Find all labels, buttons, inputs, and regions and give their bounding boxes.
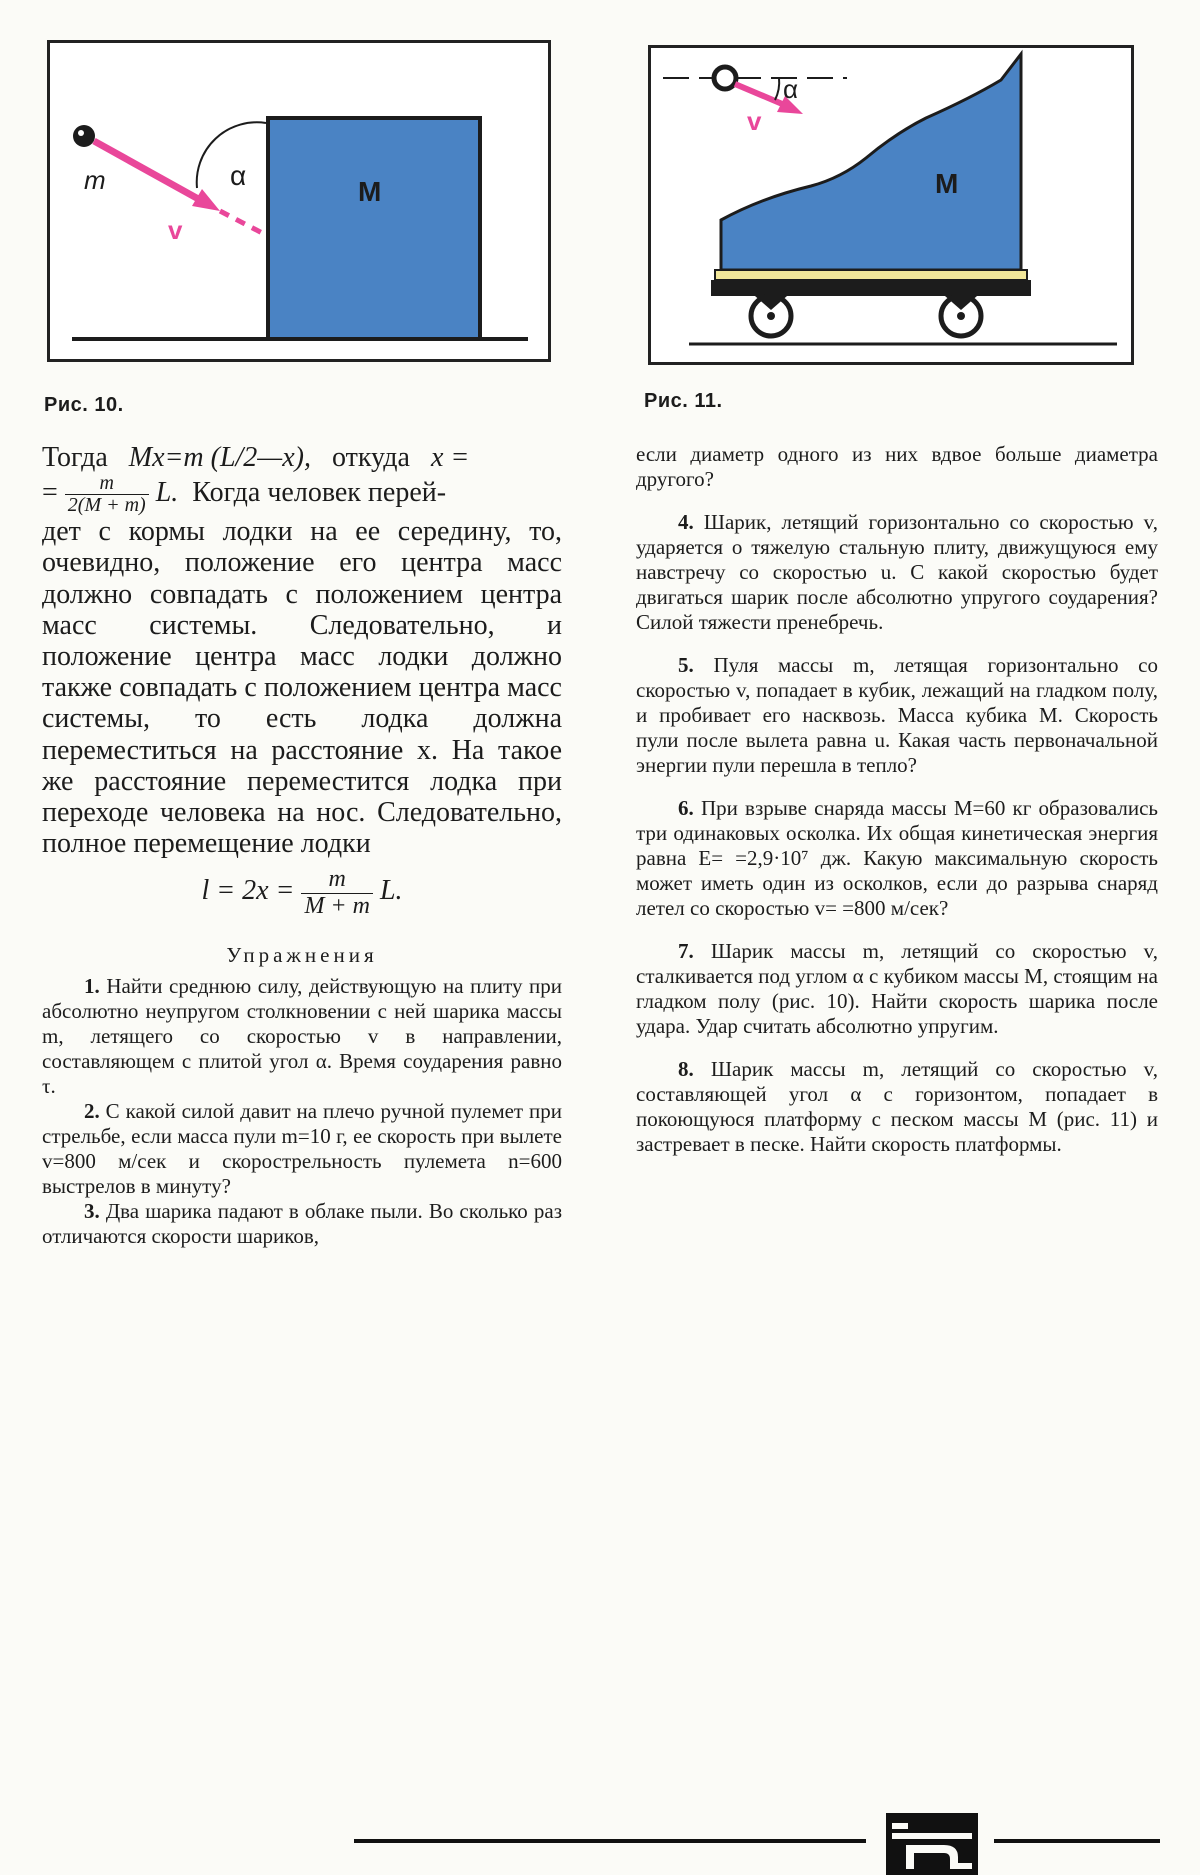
exercise-7	[636, 939, 1158, 1039]
figure-11-caption: Рис. 11.	[644, 390, 723, 412]
formula-fraction	[301, 867, 373, 918]
exercise-8-number: 8.	[678, 1057, 694, 1081]
footer-rule-left	[354, 1839, 866, 1843]
fraction-x-denominator: 2(M + m)	[67, 494, 146, 517]
exercise-1	[42, 974, 562, 1099]
ball-m	[714, 67, 736, 89]
frac-prefix: =	[42, 477, 58, 509]
intro-text-2: откуда	[331, 442, 410, 473]
displacement-formula	[42, 867, 562, 918]
exercise-2-text: С какой силой давит на плечо ручной пулемет при стрельбе, если масса пули m=10 г, ее скорость при вылете v=800 м/сек и скорострельность пулемета n=600 выстрелов в минуту?	[42, 1098, 562, 1198]
exercise-4-number: 4.	[678, 510, 694, 534]
exercise-5-number: 5.	[678, 653, 694, 677]
intro-equation: Mx=m (L/2—x),	[128, 442, 311, 473]
exercise-1-number: 1.	[84, 973, 100, 998]
exercise-2	[42, 1099, 562, 1199]
ball-highlight	[78, 130, 84, 136]
sand-body-M	[721, 54, 1021, 270]
label-alpha: α	[783, 74, 799, 104]
intro-text-1: Тогда	[42, 442, 108, 473]
figure-10-caption: Рис. 10.	[44, 394, 124, 416]
exercise-8-text: Шарик массы m, летящий со скоростью v, составляющей угол α с горизонтом, попадает в покоющуюся платформу с песком массы M (рис. 11) и застревает в песке. Найти скорость платформы.	[636, 1057, 1158, 1156]
exercise-1-text: Найти среднюю силу, действующую на плиту при абсолютно неупругом столкновении с ней шарика массы m, летящего со скоростью v в направлении, составляющем с плитой угол α. Время соударения равно τ.	[42, 973, 563, 1098]
exercise-4	[636, 510, 1158, 635]
label-M: M	[358, 176, 382, 207]
wheel-right-hub	[957, 312, 965, 320]
right-column	[636, 442, 1158, 1175]
fraction-x-numerator: m	[65, 473, 149, 495]
kvant-logo-icon	[886, 1813, 978, 1875]
label-m: m	[84, 165, 106, 195]
label-M: M	[935, 168, 959, 199]
velocity-dashed-line	[220, 211, 266, 235]
figure-11	[648, 45, 1134, 365]
exercise-7-number: 7.	[678, 939, 694, 963]
exercise-3-continued: если диаметр одного из них вдвое больше диаметра другого?	[636, 442, 1158, 491]
intro-text-3: Когда человек перей-	[192, 477, 447, 509]
figure-11-drawing	[651, 48, 1131, 362]
label-alpha: α	[230, 160, 247, 191]
angle-arc	[775, 78, 779, 100]
exercise-6	[636, 796, 1158, 921]
platform-frame	[711, 280, 1031, 296]
exercise-7-text: Шарик массы m, летящий со скоростью v, сталкивается под углом α с кубиком массы M, стоящим на гладком полу (рис. 10). Найти скорость шарика после удара. Удар считать абсолютно упругим.	[636, 939, 1158, 1038]
figure-10-drawing	[50, 43, 548, 359]
ball-m	[73, 125, 95, 147]
exercise-3	[42, 1199, 562, 1249]
footer-rule-right	[994, 1839, 1160, 1843]
label-v: v	[747, 106, 762, 136]
exercise-2-number: 2.	[84, 1098, 100, 1123]
formula-numerator: m	[301, 867, 373, 893]
exercise-6-text: При взрыве снаряда массы M=60 кг образовались три одинаковых осколка. Их общая кинетическая энергия равна E= =2,9·10⁷ дж. Какую максимальную скорость может иметь один из осколков, если до разрыва снаряд летел со скоростью v= =800 м/сек?	[636, 796, 1158, 920]
exercise-6-number: 6.	[678, 796, 694, 820]
formula-denominator: M + m	[304, 892, 370, 919]
platform-deck	[715, 270, 1027, 280]
intro-body: дет с кормы лодки на ее середину, то, очевидно, положение его центра масс должно совпадать с положением центра масс системы. Следовательно, и положение центра масс лодки должно также совпадать с положением центра масс системы, то есть лодка должна переместиться на расстояние x. На такое же расстояние переместится лодка при переходе человека на нос. Следовательно, полное перемещение лодки	[42, 516, 562, 860]
fraction-x	[65, 473, 149, 516]
frac-suffix: L.	[155, 477, 179, 509]
exercise-4-text: Шарик, летящий горизонтально со скоростью v, ударяется о тяжелую стальную плиту, движущуюся ему навстречу со скоростью u. С какой скоростью будет двигаться шарик после абсолютно упругого соударения? Силой тяжести пренебречь.	[636, 510, 1158, 634]
left-column	[42, 442, 562, 1249]
intro-paragraph	[42, 442, 562, 859]
exercise-3-text: Два шарика падают в облаке пыли. Во сколько раз отличаются скорости шариков,	[42, 1198, 563, 1248]
exercise-3-number: 3.	[84, 1198, 100, 1223]
figure-10	[47, 40, 551, 362]
exercise-5	[636, 653, 1158, 778]
formula-lhs: l = 2x =	[201, 875, 295, 907]
wheel-left-hub	[767, 312, 775, 320]
exercises-heading: Упражнения	[226, 942, 378, 967]
intro-x: x =	[430, 442, 470, 473]
block-M	[268, 118, 480, 339]
label-v: v	[168, 215, 183, 245]
formula-rhs: L.	[379, 875, 403, 907]
exercise-5-text: Пуля массы m, летящая горизонтально со скоростью v, попадает в кубик, лежащий на гладком полу, и пробивает его насквозь. Масса кубика M. Скорость пули после вылета равна u. Какая часть первоначальной энергии пули перешла в тепло?	[636, 653, 1158, 777]
velocity-arrowhead	[192, 189, 220, 211]
exercise-8	[636, 1057, 1158, 1157]
velocity-arrow	[94, 141, 202, 201]
